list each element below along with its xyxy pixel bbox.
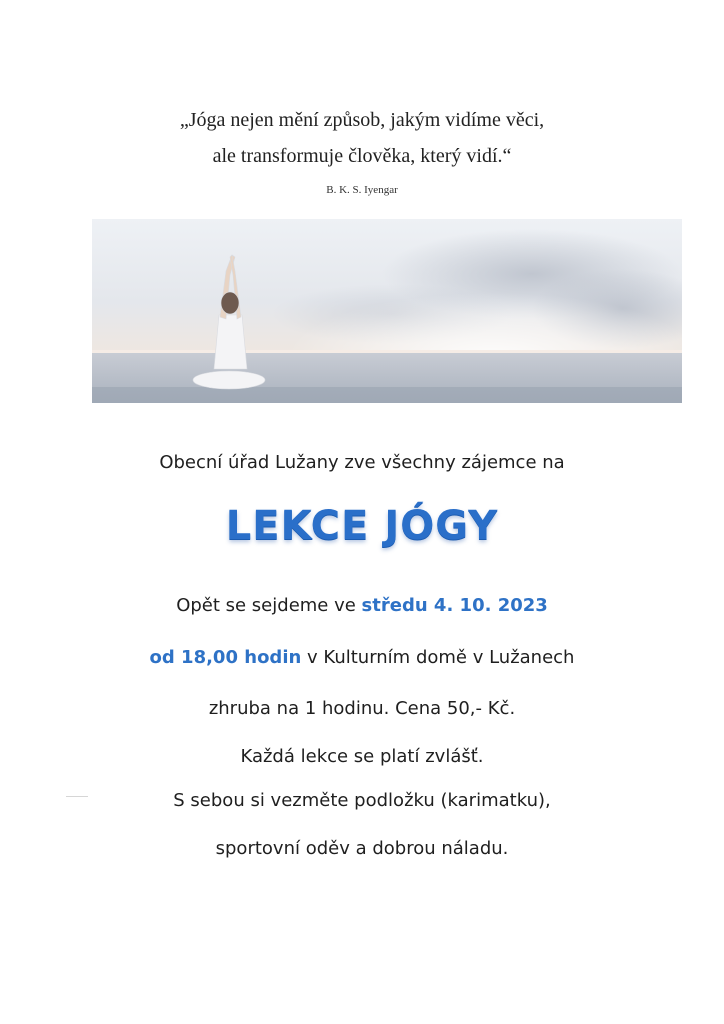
- quote-line-2: ale transformuje člověka, který vidí.“: [212, 145, 512, 167]
- details-line-2: [0, 647, 724, 668]
- details-line-6: sportovní oděv a dobrou náladu.: [215, 838, 509, 859]
- details-line-2-suffix: v Kulturním domě v Lužanech: [301, 647, 575, 668]
- quote: [0, 102, 724, 174]
- details-line-5: S sebou si vezměte podložku (karimatku),: [173, 790, 551, 811]
- yoga-photo: [92, 219, 682, 403]
- details-line-1-prefix: Opět se sejdeme ve: [176, 595, 362, 616]
- event-time: od 18,00 hodin: [149, 647, 302, 668]
- invitation-text: Obecní úřad Lužany zve všechny zájemce na: [159, 452, 565, 473]
- event-title: LEKCE JÓGY: [225, 503, 499, 549]
- details-line-4: Každá lekce se platí zvlášť.: [240, 746, 484, 767]
- details-line-1: [0, 595, 724, 616]
- scan-mark: [66, 796, 88, 797]
- event-date: středu 4. 10. 2023: [361, 595, 548, 616]
- details-line-3: zhruba na 1 hodinu. Cena 50,- Kč.: [208, 698, 516, 719]
- quote-line-1: „Jóga nejen mění způsob, jakým vidíme věci,: [179, 109, 545, 131]
- quote-author: B. K. S. Iyengar: [326, 184, 398, 196]
